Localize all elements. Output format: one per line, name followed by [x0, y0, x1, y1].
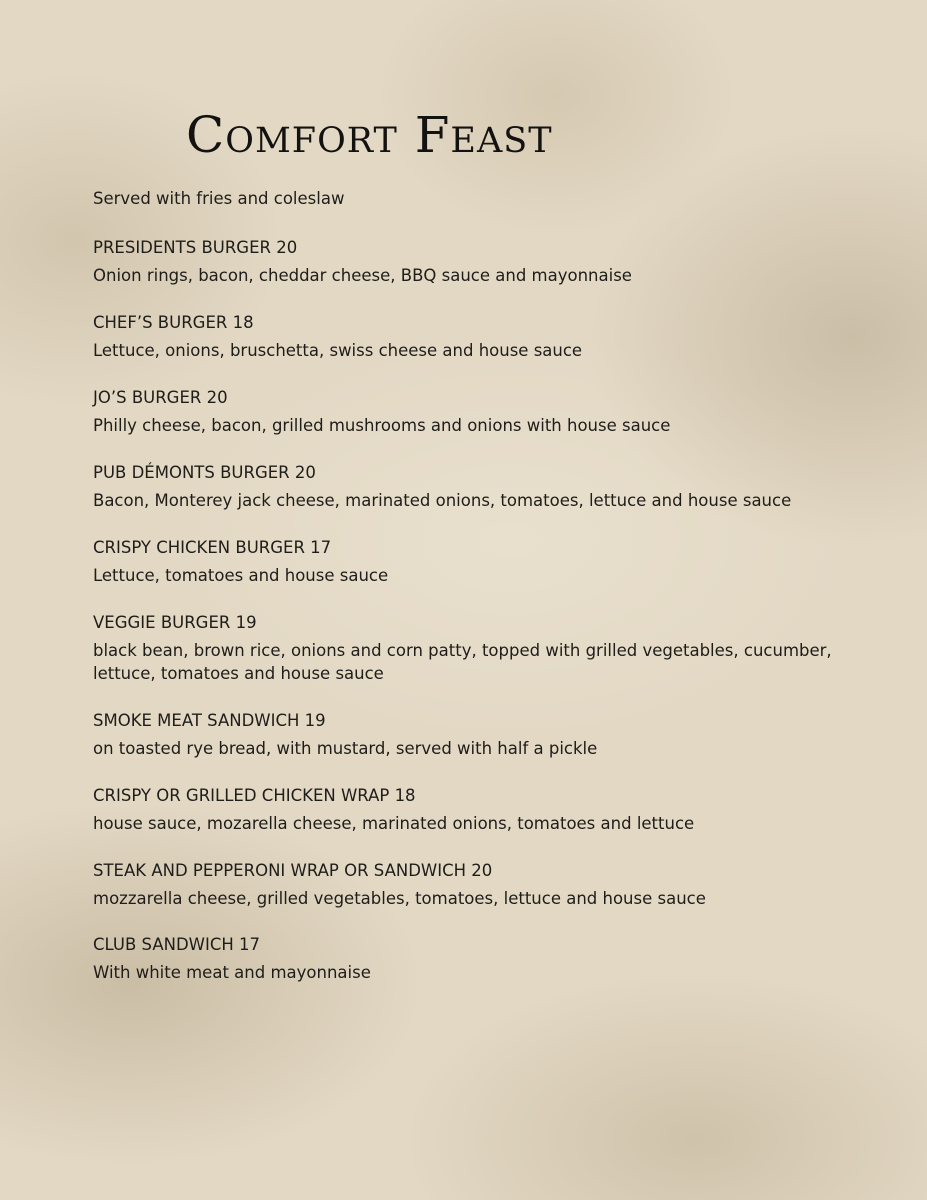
menu-item-heading	[93, 784, 853, 808]
menu-item-name: CRISPY OR GRILLED CHICKEN WRAP	[93, 786, 390, 805]
menu-item-description: Lettuce, tomatoes and house sauce	[93, 566, 389, 585]
menu-item-crispy-chicken-burger	[93, 536, 853, 587]
menu-item-chicken-wrap	[93, 784, 853, 835]
menu-item-name: PUB DÉMONTS BURGER	[93, 463, 290, 482]
menu-item-heading	[93, 933, 853, 957]
menu-item-pub-demonts-burger	[93, 461, 853, 512]
menu-item-description: Bacon, Monterey jack cheese, marinated onions, tomatoes, lettuce and house sauce	[93, 491, 792, 510]
menu-item-name: VEGGIE BURGER	[93, 613, 231, 632]
menu-item-heading	[93, 536, 853, 560]
menu-item-price: 20	[294, 463, 316, 482]
menu-item-description: on toasted rye bread, with mustard, served with half a pickle	[93, 739, 598, 758]
menu-item-veggie-burger	[93, 611, 853, 685]
menu-item-description: Philly cheese, bacon, grilled mushrooms and onions with house sauce	[93, 416, 671, 435]
menu-item-name: CHEF’S BURGER	[93, 313, 228, 332]
menu-item-steak-pepperoni	[93, 859, 853, 910]
menu-item-heading	[93, 859, 853, 883]
menu-item-description: Onion rings, bacon, cheddar cheese, BBQ sauce and mayonnaise	[93, 266, 632, 285]
menu-item-description: With white meat and mayonnaise	[93, 963, 371, 982]
menu-item-description: black bean, brown rice, onions and corn patty, topped with grilled vegetables, cucumber, lettuce, tomatoes and house sauce	[93, 641, 832, 683]
menu-item-presidents-burger	[93, 236, 853, 287]
menu-item-heading	[93, 311, 853, 335]
menu-item-price: 19	[235, 613, 257, 632]
menu-intro: Served with fries and coleslaw	[93, 189, 345, 208]
menu-item-smoke-meat-sandwich	[93, 709, 853, 760]
menu-item-heading	[93, 461, 853, 485]
menu-item-club-sandwich	[93, 933, 853, 984]
menu-item-name: JO’S BURGER	[93, 388, 202, 407]
menu-item-price: 20	[206, 388, 228, 407]
menu-item-description: mozzarella cheese, grilled vegetables, tomatoes, lettuce and house sauce	[93, 889, 706, 908]
menu-item-heading	[93, 386, 853, 410]
menu-item-heading	[93, 611, 853, 635]
menu-item-name: CRISPY CHICKEN BURGER	[93, 538, 305, 557]
menu-title: Comfort Feast	[186, 106, 553, 164]
menu-item-jos-burger	[93, 386, 853, 437]
menu-item-description: Lettuce, onions, bruschetta, swiss cheese and house sauce	[93, 341, 583, 360]
menu-item-name: CLUB SANDWICH	[93, 935, 234, 954]
menu-item-price: 18	[394, 786, 416, 805]
menu-item-name: PRESIDENTS BURGER	[93, 238, 271, 257]
menu-item-name: SMOKE MEAT SANDWICH	[93, 711, 300, 730]
menu-item-price: 20	[471, 861, 493, 880]
menu-item-chefs-burger	[93, 311, 853, 362]
menu-item-heading	[93, 709, 853, 733]
menu-item-name: STEAK AND PEPPERONI WRAP OR SANDWICH	[93, 861, 467, 880]
menu-item-price: 20	[276, 238, 298, 257]
menu-item-price: 17	[239, 935, 261, 954]
menu-item-price: 19	[304, 711, 326, 730]
menu-item-description: house sauce, mozarella cheese, marinated onions, tomatoes and lettuce	[93, 814, 695, 833]
menu-item-heading	[93, 236, 853, 260]
menu-item-price: 18	[232, 313, 254, 332]
menu-item-price: 17	[310, 538, 332, 557]
